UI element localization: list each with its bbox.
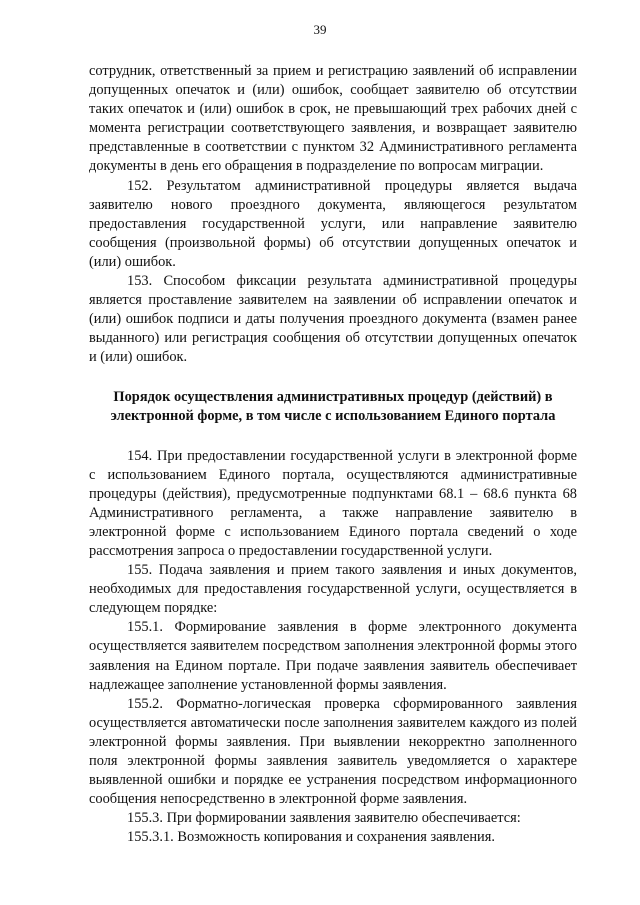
page-number: 39 — [313, 22, 327, 37]
paragraph-155: 155. Подача заявления и прием такого заявления и иных документов, необходимых для предоставления государственной услуги, осуществляется в следующем порядке: — [89, 562, 577, 617]
paragraph-155-1: 155.1. Формирование заявления в форме электронного документа осуществляется заявителем посредством заполнения электронной формы этого заявления на Едином портале. При подаче заявления заявитель обеспечивает надлежащее заполнение установленной формы заявления. — [89, 619, 577, 693]
paragraph-155-3-1: 155.3.1. Возможность копирования и сохранения заявления. — [127, 829, 495, 846]
paragraph-continuation: сотрудник, ответственный за прием и регистрацию заявлений об исправлении допущенных опечаток и (или) ошибок, сообщает заявителю об отсутствии таких опечаток и (или) ошибок в срок, не превышающий трех рабочих дней с момента регистрации соответствующего заявления, и возвращает заявителю представленные в соответствии с пунктом 32 Административного регламента документы в день его обращения в подразделение по вопросам миграции. — [89, 63, 577, 175]
paragraph-152: 152. Результатом административной процедуры является выдача заявителю нового проездного документа, являющегося результатом предоставления государственной услуги, или направление заявителю сообщения (произвольной формы) об отсутствии допущенных опечаток и (или) ошибок. — [89, 177, 577, 270]
paragraph-155-2: 155.2. Форматно-логическая проверка сформированного заявления осуществляется автоматически после заполнения заявителем каждого из полей электронной формы заявления. При выявлении некорректно заполненного поля электронной формы заявления заявитель уведомляется о характере выявленной ошибки и порядке ее устранения посредством информационного сообщения непосредственно в электронной форме заявления. — [89, 695, 577, 808]
paragraph-154: 154. При предоставлении государственной услуги в электронной форме с использованием Единого портала, осуществляются административные процедуры (действия), предусмотренные подпунктами 68.1 – 68.6 пункта 68 Административного регламента, а также направление заявителю в электронной форме с использованием Единого портала сведений о ходе рассмотрения запроса о предоставлении государственной услуги. — [89, 447, 577, 559]
section-heading: Порядок осуществления административных процедур (действий) в электронной форме, в том числе с использованием Единого портала — [110, 388, 556, 424]
document-body — [89, 62, 577, 847]
paragraph-155-3: 155.3. При формировании заявления заявителю обеспечивается: — [127, 810, 521, 827]
paragraph-153: 153. Способом фиксации результата административной процедуры является проставление заявителем на заявлении об исправлении опечаток и (или) ошибок подписи и даты получения проездного документа (взамен ранее выданного) или регистрация сообщения об отсутствии допущенных опечаток и (или) ошибок. — [89, 273, 577, 366]
